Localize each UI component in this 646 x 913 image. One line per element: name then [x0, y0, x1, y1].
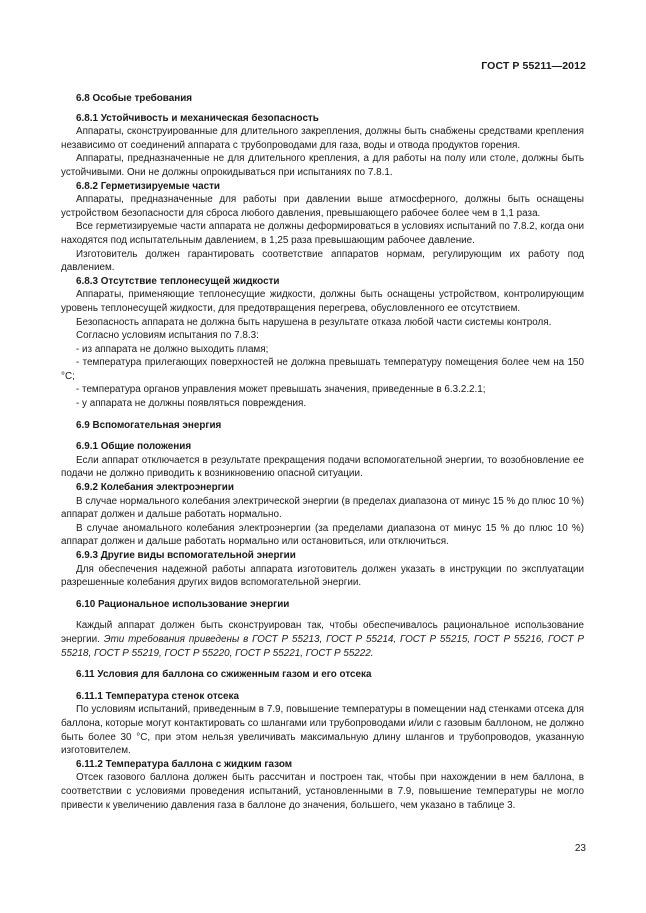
- subsection-heading: 6.9.3 Другие виды вспомогательной энергии: [76, 550, 296, 561]
- document-body: [61, 92, 584, 812]
- paragraph: Согласно условиям испытания по 7.8.3:: [76, 330, 259, 342]
- paragraph-text: Каждый аппарат должен быть сконструирован так, чтобы обеспечивалось рациональное использование энергии.: [61, 620, 584, 645]
- paragraph: По условиям испытаний, приведенным в 7.9, повышение температуры в помещении над стенками отсека для баллона, которые могут контактировать со шлангами или трубопроводами и/или с газовым баллоном, не должно быть более 30 °С, при этом нельзя увеличивать максимальную длину шлангов и трубопроводов, указанную изготовителем.: [61, 704, 584, 757]
- paragraph: Если аппарат отключается в результате прекращения подачи вспомогательной энергии, то возобновление ее подачи не должно приводить к возникновению опасной ситуации.: [61, 454, 584, 480]
- list-item: - температура органов управления может превышать значения, приведенные в 6.3.2.2.1;: [76, 384, 486, 396]
- section-heading: 6.11 Условия для баллона со сжиженным газом и его отсека: [76, 669, 372, 681]
- list-item: - из аппарата не должно выходить пламя;: [76, 343, 269, 355]
- paragraph: [61, 619, 584, 660]
- standard-header: ГОСТ Р 55211—2012: [481, 60, 586, 72]
- paragraph: Изготовитель должен гарантировать соответствие аппаратов нормам, регулирующим их работу под давлением.: [61, 248, 584, 274]
- subsection-heading: 6.8.3 Отсутствие теплонесущей жидкости: [76, 275, 280, 287]
- subsection-heading: 6.8.1 Устойчивость и механическая безопасность: [76, 112, 319, 124]
- paragraph: В случае аномального колебания электроэнергии (за пределами диапазона от минус 15 % до плюс 10 %) аппарат должен и дальше работать нормально или остановиться, или отключиться.: [61, 522, 584, 548]
- paragraph: Отсек газового баллона должен быть рассчитан и построен так, чтобы при нахождении в нем баллона, в соответствии с условиями проведения испытаний, установленными в 7.9, повышение температуры не могло привести к увеличению давления газа в баллоне до значения, большего, чем указано в таблице 3.: [61, 772, 584, 811]
- paragraph: Аппараты, применяющие теплонесущие жидкости, должны быть оснащены устройством, контролирующим уровень теплонесущей жидкости, для предотвращения перегрева, обусловленного ее отсутствием.: [61, 289, 584, 314]
- section-heading: 6.9 Вспомогательная энергия: [76, 419, 222, 431]
- subsection-heading: 6.9.2 Колебания электроэнергии: [76, 482, 234, 494]
- subsection-heading: 6.11.2 Температура баллона с жидким газом: [76, 758, 293, 770]
- subsection-heading: 6.9.1 Общие положения: [76, 441, 192, 453]
- list-item: - у аппарата не должны появляться повреждения.: [76, 398, 307, 410]
- subsection-heading: 6.8.2 Герметизируемые части: [76, 180, 220, 192]
- section-heading: 6.10 Рациональное использование энергии: [76, 598, 290, 610]
- paragraph: Для обеспечения надежной работы аппарата изготовитель должен указать в инструкции по эксплуатации разрешенные колебания других видов вспомогательной энергии.: [61, 563, 584, 589]
- paragraph: Безопасность аппарата не должна быть нарушена в результате отказа любой части системы контроля.: [76, 316, 552, 328]
- list-item: - температура прилегающих поверхностей не должна превышать температуру помещения более чем на 150 °С;: [61, 357, 584, 382]
- paragraph: Аппараты, предназначенные не для длительного крепления, а для работы на полу или столе, должны быть устойчивыми. Они не должны опрокидываться при испытаниях по 7.8.1.: [61, 153, 584, 178]
- paragraph: В случае нормального колебания электрической энергии (в пределах диапазона от минус 15 % до плюс 10 %) аппарат должен и дальше работать нормально.: [61, 495, 584, 521]
- paragraph: Все герметизируемые части аппарата не должны деформироваться в условиях испытаний по 7.8.2, когда они находятся под испытательным давлением, в 1,25 раза превышающим рабочее давление.: [61, 221, 584, 246]
- subsection-heading: 6.11.1 Температура стенок отсека: [76, 690, 239, 702]
- page-number: 23: [574, 843, 586, 854]
- paragraph: Аппараты, сконструированные для длительного закрепления, должны быть снабжены средствами крепления независимо от соединений аппарата с трубопроводами для газа, воды и отвода продуктов горения.: [61, 126, 584, 151]
- paragraph-italic-text: Эти требования приведены в ГОСТ Р 55213, ГОСТ Р 55214, ГОСТ Р 55215, ГОСТ Р 55216, ГОСТ Р 55218, ГОСТ Р 55219, ГОСТ Р 55220, ГОСТ Р 55221, ГОСТ Р 55222.: [61, 633, 584, 659]
- section-heading: 6.8 Особые требования: [76, 93, 193, 104]
- paragraph: Аппараты, предназначенные для работы при давлении выше атмосферного, должны быть оснащены устройством безопасности для сброса любого давления, превышающего рабочее более чем в 1,1 раза.: [61, 194, 584, 219]
